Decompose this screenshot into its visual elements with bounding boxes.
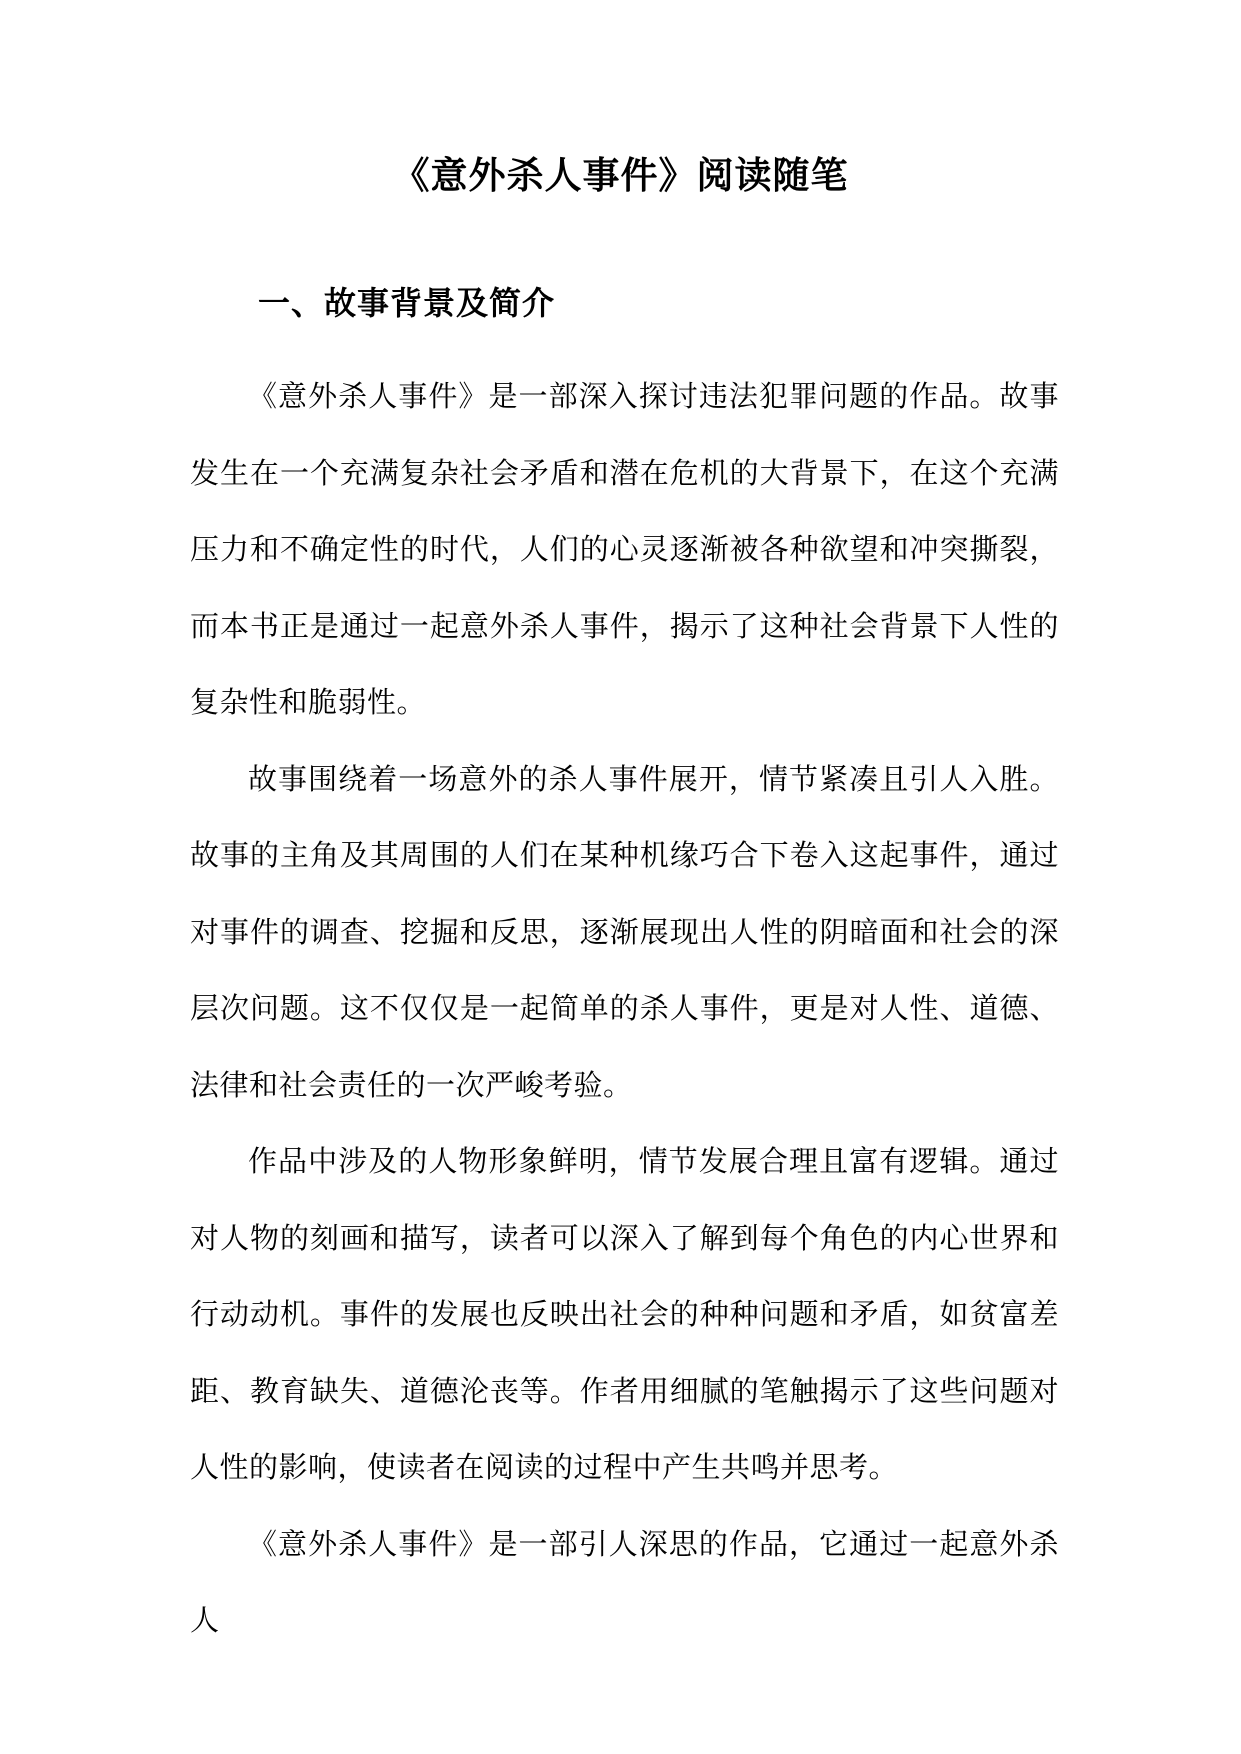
paragraph-2: 故事围绕着一场意外的杀人事件展开，情节紧凑且引人入胜。故事的主角及其周围的人们在某种机缘巧合下卷入这起事件，通过对事件的调查、挖掘和反思，逐渐展现出人性的阴暗面和社会的深层次问题。这不仅仅是一起简单的杀人事件，更是对人性、道德、法律和社会责任的一次严峻考验。 [190, 761, 1059, 1102]
paragraph-1: 《意外杀人事件》是一部深入探讨违法犯罪问题的作品。故事发生在一个充满复杂社会矛盾和潜在危机的大背景下，在这个充满压力和不确定性的时代，人们的心灵逐渐被各种欲望和冲突撕裂，而本书正是通过一起意外杀人事件，揭示了这种社会背景下人性的复杂性和脆弱性。 [190, 379, 1059, 719]
section-heading: 一、故事背景及简介 [258, 284, 556, 322]
document-body [190, 358, 1059, 1659]
paragraph-3: 作品中涉及的人物形象鲜明，情节发展合理且富有逻辑。通过对人物的刻画和描写，读者可以深入了解到每个角色的内心世界和行动动机。事件的发展也反映出社会的种种问题和矛盾，如贫富差距、教育缺失、道德沦丧等。作者用细腻的笔触揭示了这些问题对人性的影响，使读者在阅读的过程中产生共鸣并思考。 [190, 1144, 1059, 1484]
paragraph-4: 《意外杀人事件》是一部引人深思的作品，它通过一起意外杀人 [190, 1526, 1059, 1637]
document-title: 《意外杀人事件》阅读随笔 [392, 153, 849, 197]
